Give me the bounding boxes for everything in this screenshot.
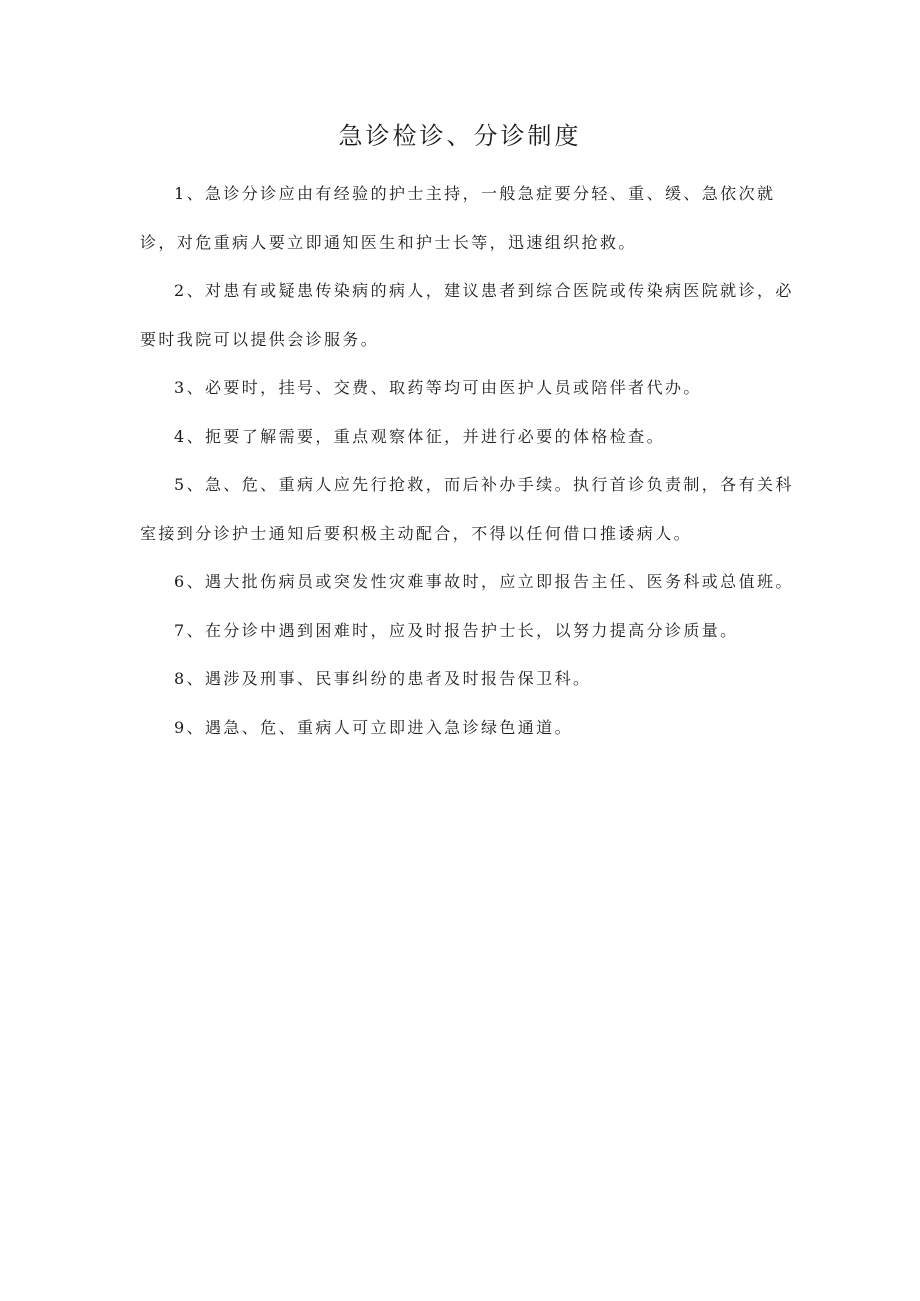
paragraph-6: 6、遇大批伤病员或突发性灾难事故时，应立即报告主任、医务科或总值班。: [174, 572, 794, 591]
paragraph-4: 4、扼要了解需要，重点观察体征，并进行必要的体格检查。: [174, 426, 665, 446]
paragraph-7: 7、在分诊中遇到困难时，应及时报告护士长，以努力提高分诊质量。: [174, 620, 739, 640]
document-body: [140, 170, 805, 752]
paragraph-8: 8、遇涉及刑事、民事纠纷的患者及时报告保卫科。: [174, 669, 592, 688]
paragraph-9: 9、遇急、危、重病人可立即进入急诊绿色通道。: [174, 717, 573, 737]
paragraph-1: 1、急诊分诊应由有经验的护士主持，一般急症要分轻、重、缓、急依次就诊，对危重病人要立即通知医生和护士长等，迅速组织抢救。: [140, 184, 776, 252]
paragraph-2: 2、对患有或疑患传染病的病人，建议患者到综合医院或传染病医院就诊，必要时我院可以提供会诊服务。: [140, 281, 794, 349]
paragraph-5: 5、急、危、重病人应先行抢救，而后补办手续。执行首诊负责制，各有关科室接到分诊护士通知后要积极主动配合，不得以任何借口推诿病人。: [140, 475, 794, 543]
paragraph-3: 3、必要时，挂号、交费、取药等均可由医护人员或陪伴者代办。: [174, 378, 702, 397]
document-title: 急诊检诊、分诊制度: [338, 122, 582, 150]
